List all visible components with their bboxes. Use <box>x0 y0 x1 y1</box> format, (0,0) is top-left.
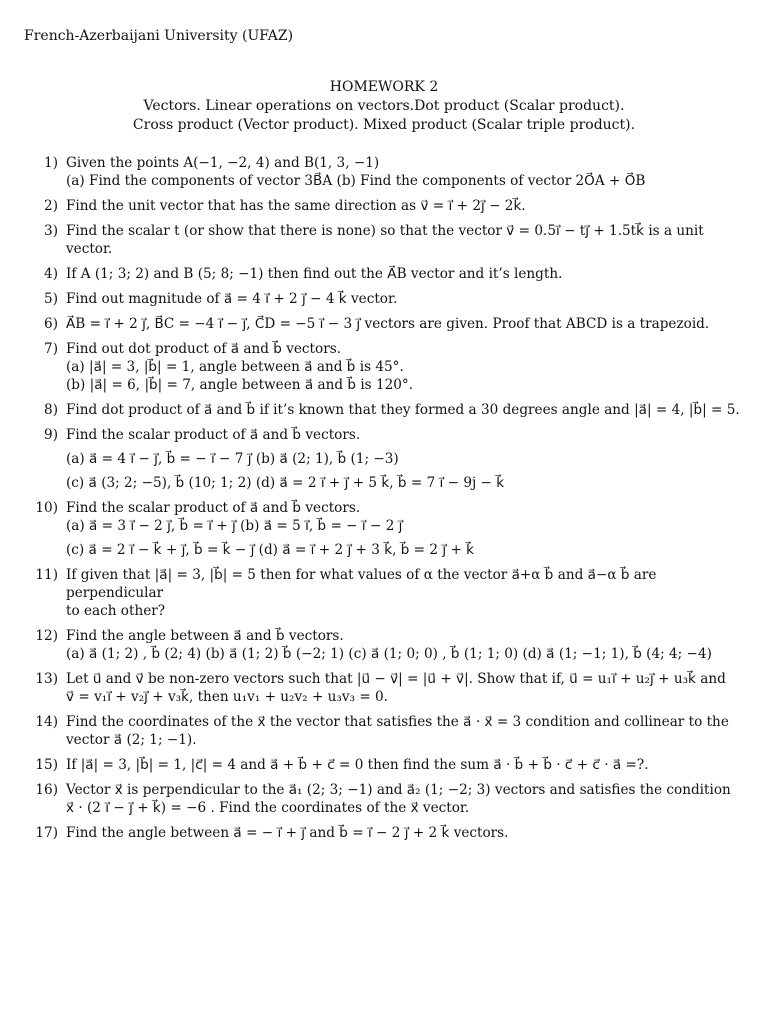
problem-item <box>26 222 752 258</box>
problem-line: to each other? <box>66 603 166 619</box>
problem-line: Find the scalar product of a⃗ and b⃗ vectors. <box>66 500 361 516</box>
homework-subtitle-line1: Vectors. Linear operations on vectors.Dot product (Scalar product). <box>143 98 625 114</box>
problem-item <box>26 265 752 283</box>
problem-line: Let u⃗ and v⃗ be non-zero vectors such that |u⃗ − v⃗| = |u⃗ + v⃗|. Show that if, u⃗ = u₁i⃗ + u₂j⃗ + u₃k⃗ and <box>66 671 726 687</box>
problem-item <box>26 499 752 559</box>
problem-line: A⃗B = i⃗ + 2 j⃗, B⃗C = −4 i⃗ − j⃗, C⃗D = −5 i⃗ − 3 j⃗ vectors are given. Proof that ABCD is a trapezoid. <box>66 316 710 332</box>
problem-line: (a) a⃗ (1; 2) , b⃗ (2; 4) (b) a⃗ (1; 2) b⃗ (−2; 1) (c) a⃗ (1; 0; 0) , b⃗ (1; 1; 0) (d) a⃗ (1; −1; 1), b⃗ (4; 4; −4) <box>66 646 712 662</box>
problem-line: vector a⃗ (2; 1; −1). <box>66 732 197 748</box>
problem-line: (a) Find the components of vector 3B⃗A (b) Find the components of vector 2O⃗A + O⃗B <box>66 173 646 189</box>
problem-line: (a) a⃗ = 4 i⃗ − j⃗, b⃗ = − i⃗ − 7 j⃗ (b) a⃗ (2; 1), b⃗ (1; −3) <box>66 451 399 467</box>
problem-number: 3) <box>44 223 58 239</box>
homework-title: HOMEWORK 2 <box>329 79 439 95</box>
problem-number: 16) <box>35 782 58 798</box>
problem-line: (c) a⃗ = 2 i⃗ − k⃗ + j⃗, b⃗ = k⃗ − j⃗ (d) a⃗ = i⃗ + 2 j⃗ + 3 k⃗, b⃗ = 2 j⃗ + k⃗ <box>66 542 475 558</box>
problem-number: 5) <box>44 291 58 307</box>
problem-line: v⃗ = v₁i⃗ + v₂j⃗ + v₃k⃗, then u₁v₁ + u₂v₂ + u₃v₃ = 0. <box>66 689 389 705</box>
problem-item <box>26 340 752 394</box>
problem-number: 15) <box>35 757 58 773</box>
problem-line: Find the coordinates of the x⃗ the vector that satisfies the a⃗ · x⃗ = 3 condition and collinear to the <box>66 714 729 730</box>
homework-header <box>0 78 768 135</box>
problem-item <box>26 713 752 749</box>
problem-number: 13) <box>35 671 58 687</box>
problem-line: (b) |a⃗| = 6, |b⃗| = 7, angle between a⃗ and b⃗ is 120°. <box>66 377 414 393</box>
problem-line: Find out magnitude of a⃗ = 4 i⃗ + 2 j⃗ − 4 k⃗ vector. <box>66 291 398 307</box>
problem-number: 11) <box>35 567 58 583</box>
university-name: French-Azerbaijani University (UFAZ) <box>24 28 294 44</box>
problem-number: 4) <box>44 266 58 282</box>
problem-number: 9) <box>44 427 58 443</box>
problem-line: If A (1; 3; 2) and B (5; 8; −1) then find out the A⃗B vector and it’s length. <box>66 266 563 282</box>
problem-number: 10) <box>35 500 58 516</box>
problem-line: x⃗ · (2 i⃗ − j⃗ + k⃗) = −6 . Find the coordinates of the x⃗ vector. <box>66 800 470 816</box>
problem-number: 7) <box>44 341 58 357</box>
problem-number: 6) <box>44 316 58 332</box>
problem-line: (c) a⃗ (3; 2; −5), b⃗ (10; 1; 2) (d) a⃗ = 2 i⃗ + j⃗ + 5 k⃗, b⃗ = 7 i⃗ − 9j − k⃗ <box>66 475 505 491</box>
problem-number: 12) <box>35 628 58 644</box>
problem-line: (a) |a⃗| = 3, |b⃗| = 1, angle between a⃗ and b⃗ is 45°. <box>66 359 404 375</box>
problem-item <box>26 566 752 620</box>
problem-line: Given the points A(−1, −2, 4) and B(1, 3, −1) <box>66 155 380 171</box>
problem-item <box>26 315 752 333</box>
problem-line: Find the scalar product of a⃗ and b⃗ vectors. <box>66 427 361 443</box>
problem-number: 8) <box>44 402 58 418</box>
problem-line: (a) a⃗ = 3 i⃗ − 2 j⃗, b⃗ = i⃗ + j⃗ (b) a⃗ = 5 i⃗, b⃗ = − i⃗ − 2 j⃗ <box>66 518 403 534</box>
problem-item <box>26 290 752 308</box>
problem-item <box>26 426 752 492</box>
problem-line: Find the scalar t (or show that there is none) so that the vector v⃗ = 0.5i⃗ − tj⃗ + 1.5tk⃗ is a unit vector. <box>66 223 704 257</box>
problem-number: 1) <box>44 155 58 171</box>
problem-list <box>26 154 752 842</box>
problem-line: Find dot product of a⃗ and b⃗ if it’s known that they formed a 30 degrees angle and |a⃗| = 4, |b⃗| = 5. <box>66 402 740 418</box>
problem-number: 17) <box>35 825 58 841</box>
problem-number: 2) <box>44 198 58 214</box>
problem-item <box>26 824 752 842</box>
problem-item <box>26 154 752 190</box>
problem-item <box>26 401 752 419</box>
problem-line: Vector x⃗ is perpendicular to the a⃗₁ (2; 3; −1) and a⃗₂ (1; −2; 3) vectors and satisfies the condition <box>66 782 731 798</box>
problem-line: Find the unit vector that has the same direction as v⃗ = i⃗ + 2j⃗ − 2k⃗. <box>66 198 526 214</box>
problem-line: Find the angle between a⃗ and b⃗ vectors. <box>66 628 344 644</box>
homework-subtitle-line2: Cross product (Vector product). Mixed product (Scalar triple product). <box>132 117 636 133</box>
problem-item <box>26 781 752 817</box>
problem-line: Find the angle between a⃗ = − i⃗ + j⃗ and b⃗ = i⃗ − 2 j⃗ + 2 k⃗ vectors. <box>66 825 509 841</box>
problem-number: 14) <box>35 714 58 730</box>
problem-line: If given that |a⃗| = 3, |b⃗| = 5 then for what values of α the vector a⃗+α b⃗ and a⃗−α b⃗ are perpendicular <box>66 567 657 601</box>
problem-line: If |a⃗| = 3, |b⃗| = 1, |c⃗| = 4 and a⃗ + b⃗ + c⃗ = 0 then find the sum a⃗ · b⃗ + b⃗ · c⃗ + c⃗ · a⃗ =?. <box>66 757 649 773</box>
problem-item <box>26 670 752 706</box>
problem-item <box>26 756 752 774</box>
problem-item <box>26 627 752 663</box>
problem-item <box>26 197 752 215</box>
problem-line: Find out dot product of a⃗ and b⃗ vectors. <box>66 341 341 357</box>
